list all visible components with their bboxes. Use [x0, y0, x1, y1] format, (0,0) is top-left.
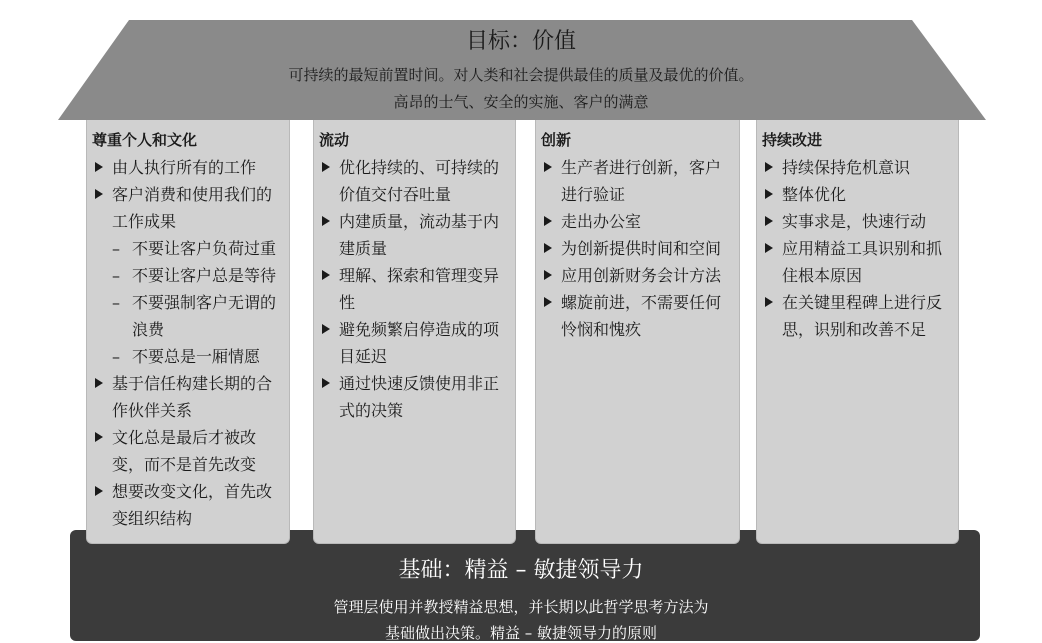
pillar-item: 避免频繁启停造成的项目延迟 [319, 316, 511, 370]
pillar-item: 持续保持危机意识 [762, 154, 954, 181]
pillar-item: 应用创新财务会计方法 [541, 262, 735, 289]
pillar-item: 在关键里程碑上进行反思，识别和改善不足 [762, 289, 954, 343]
pillar-item-list [92, 154, 285, 532]
pillar-item-list [541, 154, 735, 343]
foundation-title: 基础：精益 – 敏捷领导力 [398, 558, 644, 583]
pillar-sub-item: – 不要让客户总是等待 [92, 262, 285, 289]
pillar-item-list [319, 154, 511, 424]
pillar-title: 尊重个人和文化 [92, 131, 198, 149]
roof-subtitle-line-2: 高昂的士气、安全的实施、客户的满意 [393, 93, 649, 111]
roof-title: 目标：价值 [465, 29, 576, 54]
pillar-sub-item: – 不要总是一厢情愿 [92, 343, 285, 370]
pillar-title: 流动 [319, 131, 350, 149]
pillar-item-list [762, 154, 954, 343]
pillar-item: 走出办公室 [541, 208, 735, 235]
pillar-item: 文化总是最后才被改变，而不是首先改变 [92, 424, 285, 478]
foundation-text-line-2: 基础做出决策。精益 – 敏捷领导力的原则 [384, 624, 658, 642]
pillar-sub-item: – 不要让客户负荷过重 [92, 235, 285, 262]
foundation-text-line-1: 管理层使用并教授精益思想，并长期以此哲学思考方法为 [333, 598, 709, 616]
pillar-title: 创新 [541, 131, 572, 149]
pillar-item: 实事求是，快速行动 [762, 208, 954, 235]
pillar-item: 应用精益工具识别和抓住根本原因 [762, 235, 954, 289]
pillar-item: 理解、探索和管理变异性 [319, 262, 511, 316]
pillar-sub-item: – 不要强制客户无谓的浪费 [92, 289, 285, 343]
pillar-item: 为创新提供时间和空间 [541, 235, 735, 262]
pillar-innovation [535, 120, 740, 544]
pillar-item: 整体优化 [762, 181, 954, 208]
pillar-respect-for-people [86, 120, 290, 544]
pillar-item: 客户消费和使用我们的工作成果 [92, 181, 285, 235]
pillar-item: 螺旋前进，不需要任何怜悯和愧疚 [541, 289, 735, 343]
pillar-item: 生产者进行创新，客户进行验证 [541, 154, 735, 208]
pillar-title: 持续改进 [762, 131, 823, 149]
pillar-item: 内建质量，流动基于内建质量 [319, 208, 511, 262]
pillar-item: 优化持续的、可持续的价值交付吞吐量 [319, 154, 511, 208]
pillar-flow [313, 120, 516, 544]
roof-subtitle-line-1: 可持续的最短前置时间。对人类和社会提供最佳的质量及最优的价值。 [288, 66, 754, 84]
pillar-relentless-improvement [756, 120, 959, 544]
pillar-item: 基于信任构建长期的合作伙伴关系 [92, 370, 285, 424]
pillar-item: 想要改变文化，首先改变组织结构 [92, 478, 285, 532]
pillar-item: 由人执行所有的工作 [92, 154, 285, 181]
pillar-item: 通过快速反馈使用非正式的决策 [319, 370, 511, 424]
